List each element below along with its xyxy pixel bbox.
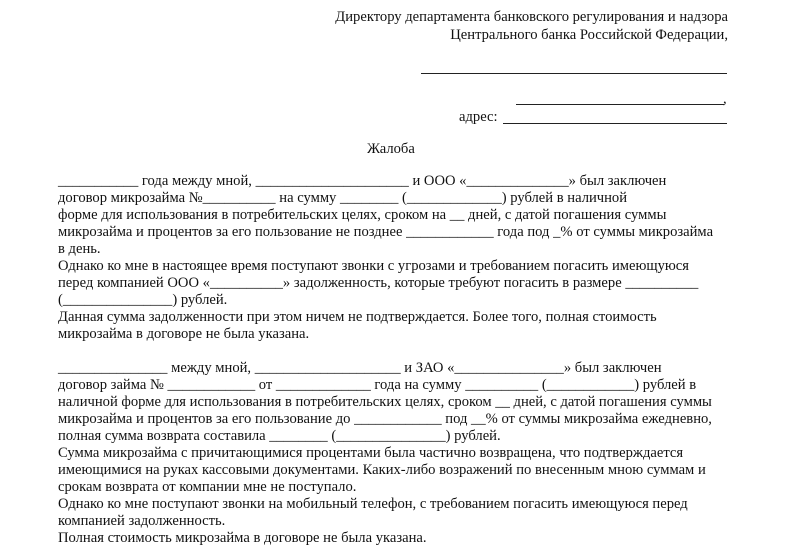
paragraph-line: срокам возврата от компании мне не поступало. [58, 479, 357, 495]
paragraph-line: микрозайма в договоре не была указана. [58, 326, 310, 342]
addressee-line-1: Директору департамента банковского регулирования и надзора [335, 9, 728, 25]
paragraph-line: компанией задолженность. [58, 513, 226, 529]
paragraph-line: договор займа № ____________ от _____________ года на сумму __________ (____________) рублей в [58, 377, 697, 393]
paragraph-line: Полная стоимость микрозайма в договоре не была указана. [58, 530, 427, 546]
paragraph-line: имеющимися на руках кассовыми документами. Каких-либо возражений по внесенным мною суммам и [58, 462, 706, 478]
paragraph-line: _______________ между мной, ____________________ и ЗАО «_______________» был заключен [58, 360, 662, 376]
paragraph-line: Сумма микрозайма с причитающимися процентами была частично возвращена, что подтверждается [58, 445, 684, 461]
paragraph-line: (_______________) рублей. [58, 292, 228, 308]
paragraph-line: микрозайма и процентов за его пользование не позднее ____________ года под _% от суммы микрозайма [58, 224, 714, 240]
paragraph-line: наличной форме для использования в потребительских целях, сроком __ дней, с датой погашения суммы [58, 394, 712, 410]
paragraph-line: микрозайма и процентов за его пользование до ____________ под __% от суммы микрозайма ежедневно, [58, 411, 712, 427]
paragraph-line: Однако ко мне поступают звонки на мобильный телефон, с требованием погасить имеющуюся перед [58, 496, 688, 512]
sender-line-blank [516, 104, 724, 105]
paragraph-line: в день. [58, 241, 101, 257]
paragraph-line: полная сумма возврата составила ________ (_______________) рублей. [58, 428, 501, 444]
paragraph-line: Данная сумма задолженности при этом ничем не подтверждается. Более того, полная стоимость [58, 309, 657, 325]
address-blank [503, 123, 727, 124]
paragraph-line: перед компанией ООО «__________» задолженность, которые требуют погасить в размере __________ [58, 275, 699, 291]
sender-line-comma: , [723, 91, 727, 107]
sender-name-blank [421, 73, 727, 74]
addressee-line-2: Центрального банка Российской Федерации, [450, 27, 728, 43]
address-label: адрес: [459, 109, 498, 125]
paragraph-line: Однако ко мне в настоящее время поступают звонки с угрозами и требованием погасить имеющуюся [58, 258, 690, 274]
document-title: Жалоба [367, 141, 415, 157]
paragraph-line: ___________ года между мной, _____________________ и ООО «______________» был заключен [58, 173, 667, 189]
paragraph-line: форме для использования в потребительских целях, сроком на __ дней, с датой погашения суммы [58, 207, 667, 223]
paragraph-line: договор микрозайма №__________ на сумму ________ (_____________) рублей в наличной [58, 190, 628, 206]
